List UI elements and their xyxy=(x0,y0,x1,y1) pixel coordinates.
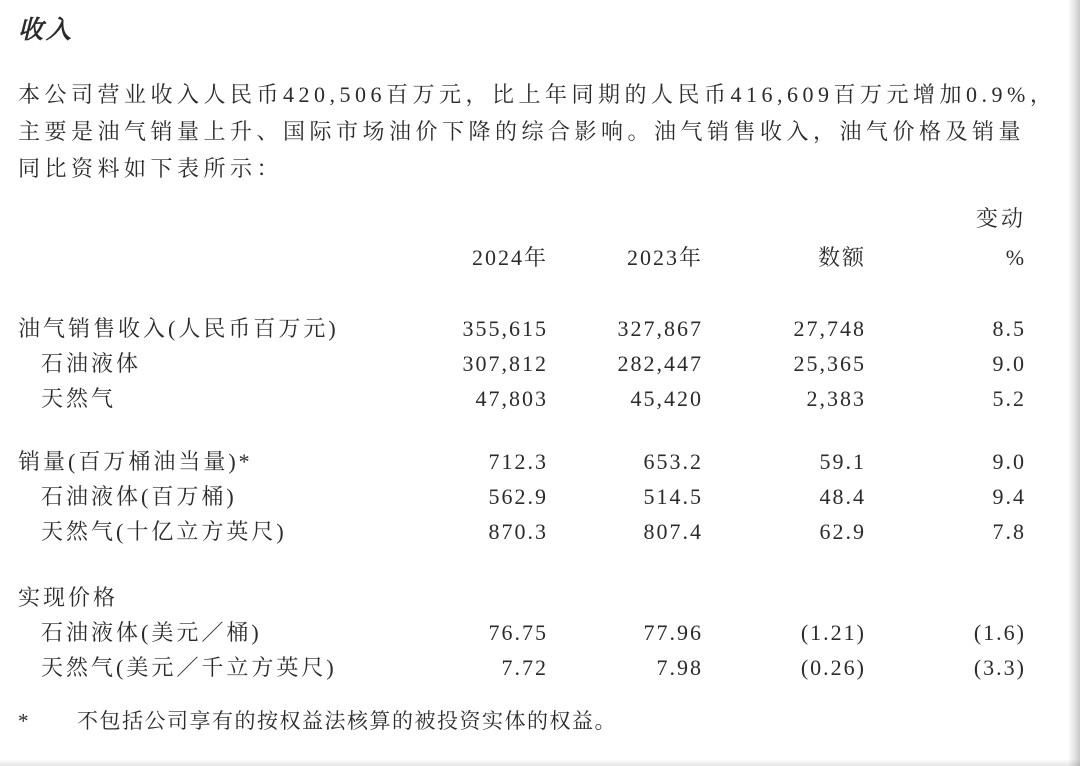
row-label: 石油液体(美元／桶) xyxy=(41,620,262,645)
change-group-header: 变动 xyxy=(976,205,1027,231)
row-label: 天然气(十亿立方英尺) xyxy=(41,519,287,544)
value-change-percent: (1.6) xyxy=(973,620,1027,645)
col-header-percent: % xyxy=(1005,244,1027,270)
intro-paragraph xyxy=(18,76,1056,187)
value-change-percent: 9.0 xyxy=(992,449,1027,474)
row-label: 石油液体 xyxy=(41,351,142,376)
footnote xyxy=(18,705,617,735)
value-change-amount: 62.9 xyxy=(819,519,866,544)
value-2023: 807.4 xyxy=(643,519,703,544)
value-change-amount: 2,383 xyxy=(806,386,866,411)
col-header-amount: 数额 xyxy=(817,244,866,270)
revenue-table xyxy=(18,200,1026,689)
value-2023: 282,447 xyxy=(617,351,703,376)
header-spacer xyxy=(18,272,1026,315)
table-row-crude-liquids-price xyxy=(18,619,1026,654)
row-label: 石油液体(百万桶) xyxy=(41,484,237,509)
value-2024: 7.72 xyxy=(501,655,548,680)
table-row-crude-liquids-volume xyxy=(18,483,1026,518)
value-2023: 77.96 xyxy=(643,620,703,645)
footnote-marker: * xyxy=(18,709,29,733)
col-header-2024: 2024年 xyxy=(471,244,548,270)
value-change-amount xyxy=(703,584,866,619)
value-2024: 870.3 xyxy=(488,519,548,544)
section-spacer xyxy=(18,553,1026,584)
value-2024: 562.9 xyxy=(488,484,548,509)
table-row-realized-prices-heading xyxy=(18,584,1026,619)
paragraph-line-2: 主要是油气销量上升、国际市场油价下降的综合影响。油气销售收入，油气价格及销量 xyxy=(18,119,1026,144)
page-edge-shadow-bottom xyxy=(0,759,1080,766)
value-2024: 47,803 xyxy=(475,386,548,411)
table-row-crude-liquids-revenue xyxy=(18,350,1026,385)
col-header-2023: 2023年 xyxy=(626,244,703,270)
row-label: 实现价格 xyxy=(18,585,119,610)
value-2024: 76.75 xyxy=(488,620,548,645)
value-change-amount: 48.4 xyxy=(819,484,866,509)
value-2024: 307,812 xyxy=(462,351,548,376)
value-change-percent: (3.3) xyxy=(973,655,1027,680)
value-change-amount: 25,365 xyxy=(793,351,866,376)
value-change-percent: 5.2 xyxy=(992,386,1027,411)
value-2023: 7.98 xyxy=(656,655,703,680)
table-row-natural-gas-price xyxy=(18,654,1026,689)
table-row-natural-gas-volume xyxy=(18,518,1026,553)
value-change-percent xyxy=(866,584,1026,619)
value-change-percent: 7.8 xyxy=(992,519,1027,544)
value-2024 xyxy=(433,584,548,619)
row-label: 天然气 xyxy=(41,386,117,411)
value-2023: 514.5 xyxy=(643,484,703,509)
value-change-amount: (1.21) xyxy=(800,620,866,645)
table-row-oil-gas-sales-revenue xyxy=(18,315,1026,350)
table-row-natural-gas-revenue xyxy=(18,385,1026,420)
section-spacer xyxy=(18,420,1026,448)
table-row-sales-volume xyxy=(18,448,1026,483)
value-change-amount: 59.1 xyxy=(819,449,866,474)
row-label: 天然气(美元／千立方英尺) xyxy=(41,655,337,680)
value-2023: 327,867 xyxy=(617,316,703,341)
change-group-header-row xyxy=(18,200,1026,232)
paragraph-line-1: 本公司营业收入人民币420,506百万元，比上年同期的人民币416,609百万元增加0.9%， xyxy=(18,82,1057,107)
page-title: 收入 xyxy=(18,17,75,44)
value-2024: 712.3 xyxy=(488,449,548,474)
value-2023 xyxy=(548,584,703,619)
value-change-percent: 8.5 xyxy=(992,316,1027,341)
row-label: 油气销售收入(人民币百万元) xyxy=(18,316,339,341)
value-2023: 653.2 xyxy=(643,449,703,474)
paragraph-line-3: 同比资料如下表所示： xyxy=(18,156,284,181)
value-change-percent: 9.4 xyxy=(992,484,1027,509)
value-change-amount: 27,748 xyxy=(793,316,866,341)
value-2024: 355,615 xyxy=(462,316,548,341)
row-label: 销量(百万桶油当量)* xyxy=(18,449,253,474)
footnote-text: 不包括公司享有的按权益法核算的被投资实体的权益。 xyxy=(77,709,617,733)
value-change-percent: 9.0 xyxy=(992,351,1027,376)
value-change-amount: (0.26) xyxy=(800,655,866,680)
value-2023: 45,420 xyxy=(630,386,703,411)
column-header-row xyxy=(18,232,1026,272)
page-edge-shadow-right xyxy=(1068,0,1080,766)
